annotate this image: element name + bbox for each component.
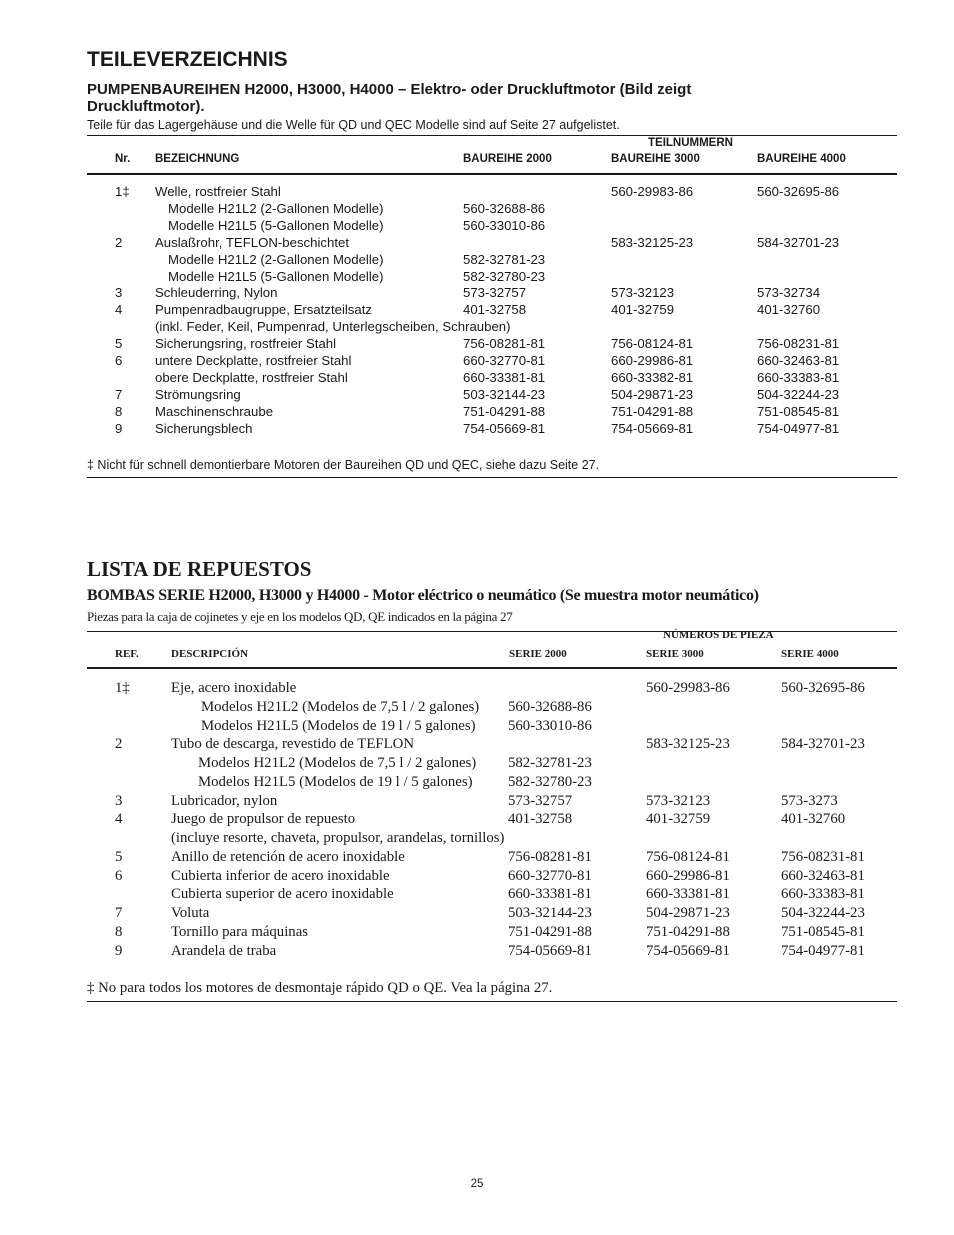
german-group-header: TEILNUMMERN: [648, 137, 733, 149]
spanish-row-description: Tornillo para máquinas: [171, 923, 309, 940]
german-row-ref: 9: [115, 420, 123, 436]
german-row-description: Modelle H21L5 (5-Gallonen Modelle): [168, 268, 384, 284]
german-subtitle-line2: Druckluftmotor).: [87, 98, 205, 115]
spanish-row-serie-4000: 660-33383-81: [781, 886, 865, 903]
spanish-row-description: Tubo de descarga, revestido de TEFLON: [171, 736, 415, 753]
spanish-row-serie-3000: 660-29986-81: [646, 867, 730, 884]
spanish-header-4000: SERIE 4000: [781, 648, 839, 660]
german-row-description: Modelle H21L2 (2-Gallonen Modelle): [168, 200, 384, 216]
german-row-ref: 6: [115, 353, 123, 368]
spanish-row-serie-4000: 573-3273: [781, 792, 838, 809]
spanish-row-description: Modelos H21L5 (Modelos de 19 l / 5 galones): [201, 717, 476, 734]
german-row-serie-2000: 401-32758: [463, 302, 527, 318]
spanish-row-serie-4000: 660-32463-81: [781, 867, 865, 884]
spanish-row-serie-3000: 583-32125-23: [646, 736, 730, 753]
german-title: TEILEVERZEICHNIS: [87, 48, 288, 71]
german-header-rule: [87, 173, 897, 175]
spanish-row-description: Anillo de retención de acero inoxidable: [171, 848, 405, 865]
german-row-description: Auslaßrohr, TEFLON-beschichtet: [155, 234, 349, 250]
german-row-ref: 2: [115, 234, 123, 250]
german-row-ref: 7: [115, 386, 123, 402]
spanish-row-serie-2000: 582-32780-23: [508, 773, 592, 790]
spanish-footnote: ‡ No para todos los motores de desmontaje rápido QD o QE. Vea la página 27.: [87, 980, 553, 996]
german-row-description: (inkl. Feder, Keil, Pumpenrad, Unterlegscheiben, Schrauben): [155, 319, 511, 335]
german-row-serie-4000: 504-32244-23: [757, 386, 840, 402]
german-row-description: obere Deckplatte, rostfreier Stahl: [155, 369, 348, 385]
page-number: 25: [470, 1178, 484, 1190]
spanish-note: Piezas para la caja de cojinetes y eje en los modelos QD, QE indicados en la página 27: [87, 609, 513, 624]
german-row-serie-3000: 401-32759: [611, 302, 675, 318]
spanish-row-serie-2000: 754-05669-81: [508, 942, 592, 959]
spanish-row-serie-3000: 573-32123: [646, 792, 711, 809]
german-row-serie-4000: 584-32701-23: [757, 234, 840, 250]
spanish-header-2000: SERIE 2000: [509, 648, 567, 660]
spanish-row-description: Arandela de traba: [171, 942, 277, 959]
german-row-description: Schleuderring, Nylon: [155, 285, 278, 301]
spanish-row-serie-3000: 660-33381-81: [646, 886, 730, 903]
spanish-row-serie-2000: 751-04291-88: [508, 923, 592, 940]
spanish-row-description: Cubierta inferior de acero inoxidable: [171, 867, 390, 884]
spanish-row-serie-4000: 754-04977-81: [781, 942, 865, 959]
spanish-table-bottom-rule: [87, 1001, 897, 1002]
german-header-desc: BEZEICHNUNG: [155, 153, 240, 165]
german-row-description: Sicherungsblech: [155, 420, 253, 436]
spanish-row-ref: 6: [115, 867, 123, 884]
german-row-serie-3000: 754-05669-81: [611, 420, 694, 436]
spanish-row-ref: 3: [115, 792, 123, 809]
spanish-row-description: Modelos H21L2 (Modelos de 7,5 l / 2 galones): [198, 755, 477, 771]
german-row-description: Strömungsring: [155, 386, 241, 402]
spanish-row-serie-4000: 560-32695-86: [781, 680, 865, 696]
spanish-row-description: (incluye resorte, chaveta, propulsor, arandelas, tornillos): [171, 830, 505, 846]
german-row-serie-3000: 660-33382-81: [611, 369, 694, 385]
spanish-row-serie-3000: 401-32759: [646, 811, 711, 828]
german-row-ref: 4: [115, 302, 123, 318]
german-row-description: Maschinenschraube: [155, 403, 274, 419]
spanish-row-description: Eje, acero inoxidable: [171, 680, 297, 696]
spanish-row-ref: 1‡: [115, 680, 130, 696]
german-header-nr: Nr.: [115, 153, 131, 165]
spanish-row-serie-3000: 756-08124-81: [646, 848, 730, 865]
spanish-row-description: Modelos H21L5 (Modelos de 19 l / 5 galones): [198, 773, 473, 790]
spanish-row-description: Voluta: [171, 905, 210, 921]
spanish-row-serie-3000: 504-29871-23: [646, 905, 730, 921]
spanish-title: LISTA DE REPUESTOS: [87, 557, 312, 581]
spanish-row-serie-2000: 503-32144-23: [508, 905, 592, 921]
german-row-serie-3000: 560-29983-86: [611, 184, 694, 199]
german-row-description: untere Deckplatte, rostfreier Stahl: [155, 353, 352, 368]
spanish-row-serie-4000: 401-32760: [781, 811, 846, 828]
german-row-serie-2000: 660-33381-81: [463, 369, 546, 385]
german-row-serie-4000: 401-32760: [757, 302, 821, 318]
spanish-row-serie-2000: 573-32757: [508, 792, 573, 809]
german-row-description: Pumpenradbaugruppe, Ersatzteilsatz: [155, 302, 372, 318]
german-row-serie-2000: 582-32781-23: [463, 251, 546, 267]
german-row-serie-2000: 751-04291-88: [463, 403, 546, 419]
spanish-row-serie-4000: 584-32701-23: [781, 736, 865, 753]
german-row-serie-4000: 756-08231-81: [757, 336, 840, 352]
spanish-row-description: Cubierta superior de acero inoxidable: [171, 886, 394, 903]
spanish-row-serie-4000: 504-32244-23: [781, 905, 865, 921]
german-row-serie-4000: 560-32695-86: [757, 184, 840, 199]
german-note: Teile für das Lagergehäuse und die Welle für QD und QEC Modelle sind auf Seite 27 aufgelistet.: [87, 118, 620, 132]
german-row-serie-2000: 560-33010-86: [463, 217, 546, 233]
german-table-bottom-rule: [87, 477, 897, 478]
spanish-header-desc: DESCRIPCIÓN: [171, 648, 249, 660]
spanish-row-ref: 4: [115, 811, 123, 828]
german-row-serie-3000: 583-32125-23: [611, 234, 694, 250]
german-row-description: Welle, rostfreier Stahl: [155, 184, 281, 199]
german-row-serie-2000: 754-05669-81: [463, 420, 546, 436]
spanish-header-nr: REF.: [115, 648, 139, 660]
german-row-description: Modelle H21L5 (5-Gallonen Modelle): [168, 217, 384, 233]
spanish-row-serie-2000: 756-08281-81: [508, 848, 592, 865]
spanish-row-ref: 9: [115, 942, 123, 959]
german-row-serie-4000: 754-04977-81: [757, 420, 840, 436]
spanish-row-ref: 7: [115, 905, 123, 921]
german-row-serie-3000: 756-08124-81: [611, 336, 694, 352]
german-row-serie-3000: 751-04291-88: [611, 403, 694, 419]
spanish-header-rule: [87, 667, 897, 669]
spanish-header-3000: SERIE 3000: [646, 648, 704, 660]
spanish-row-description: Juego de propulsor de repuesto: [171, 811, 356, 828]
german-row-serie-4000: 573-32734: [757, 285, 821, 301]
german-row-ref: 8: [115, 403, 123, 419]
spanish-row-serie-2000: 560-33010-86: [508, 717, 592, 734]
german-row-description: Modelle H21L2 (2-Gallonen Modelle): [168, 251, 384, 267]
german-row-serie-3000: 573-32123: [611, 285, 675, 301]
spanish-row-description: Modelos H21L2 (Modelos de 7,5 l / 2 galones): [201, 698, 480, 715]
german-row-ref: 5: [115, 336, 123, 352]
spanish-row-ref: 8: [115, 923, 123, 940]
german-row-serie-2000: 660-32770-81: [463, 353, 546, 368]
german-row-serie-3000: 504-29871-23: [611, 386, 694, 402]
spanish-row-serie-3000: 751-04291-88: [646, 923, 730, 940]
spanish-row-serie-4000: 751-08545-81: [781, 923, 865, 940]
spanish-row-serie-2000: 582-32781-23: [508, 755, 592, 771]
german-row-serie-2000: 503-32144-23: [463, 386, 546, 402]
german-footnote: ‡ Nicht für schnell demontierbare Motoren der Baureihen QD und QEC, siehe dazu Seite 27.: [87, 458, 600, 472]
german-table-top-rule: [87, 135, 897, 136]
spanish-row-serie-3000: 560-29983-86: [646, 680, 730, 696]
german-header-3000: BAUREIHE 3000: [611, 153, 700, 165]
spanish-row-ref: 2: [115, 736, 123, 753]
spanish-row-serie-3000: 754-05669-81: [646, 942, 730, 959]
german-header-4000: BAUREIHE 4000: [757, 153, 846, 165]
german-row-serie-2000: 573-32757: [463, 285, 527, 301]
german-row-serie-2000: 560-32688-86: [463, 200, 546, 216]
spanish-row-serie-2000: 401-32758: [508, 811, 573, 828]
german-row-serie-2000: 756-08281-81: [463, 336, 546, 352]
spanish-row-description: Lubricador, nylon: [171, 792, 278, 809]
spanish-row-ref: 5: [115, 848, 123, 865]
german-row-ref: 3: [115, 285, 123, 301]
spanish-subtitle: BOMBAS SERIE H2000, H3000 y H4000 - Motor eléctrico o neumático (Se muestra motor neumático): [87, 587, 759, 604]
german-row-ref: 1‡: [115, 184, 130, 199]
german-row-serie-4000: 660-33383-81: [757, 369, 840, 385]
german-row-serie-3000: 660-29986-81: [611, 353, 694, 368]
german-row-serie-2000: 582-32780-23: [463, 268, 546, 284]
german-row-description: Sicherungsring, rostfreier Stahl: [155, 336, 337, 352]
spanish-row-serie-2000: 660-32770-81: [508, 867, 592, 884]
spanish-group-header: NÚMEROS DE PIEZA: [663, 629, 774, 641]
german-row-serie-4000: 660-32463-81: [757, 353, 840, 368]
german-header-2000: BAUREIHE 2000: [463, 153, 552, 165]
german-subtitle-line1: PUMPENBAUREIHEN H2000, H3000, H4000 – Elektro- oder Druckluftmotor (Bild zeigt: [87, 81, 692, 98]
spanish-row-serie-2000: 660-33381-81: [508, 886, 592, 903]
spanish-row-serie-4000: 756-08231-81: [781, 848, 865, 865]
spanish-row-serie-2000: 560-32688-86: [508, 698, 592, 715]
german-row-serie-4000: 751-08545-81: [757, 403, 840, 419]
spanish-table-top-rule: [87, 631, 897, 632]
